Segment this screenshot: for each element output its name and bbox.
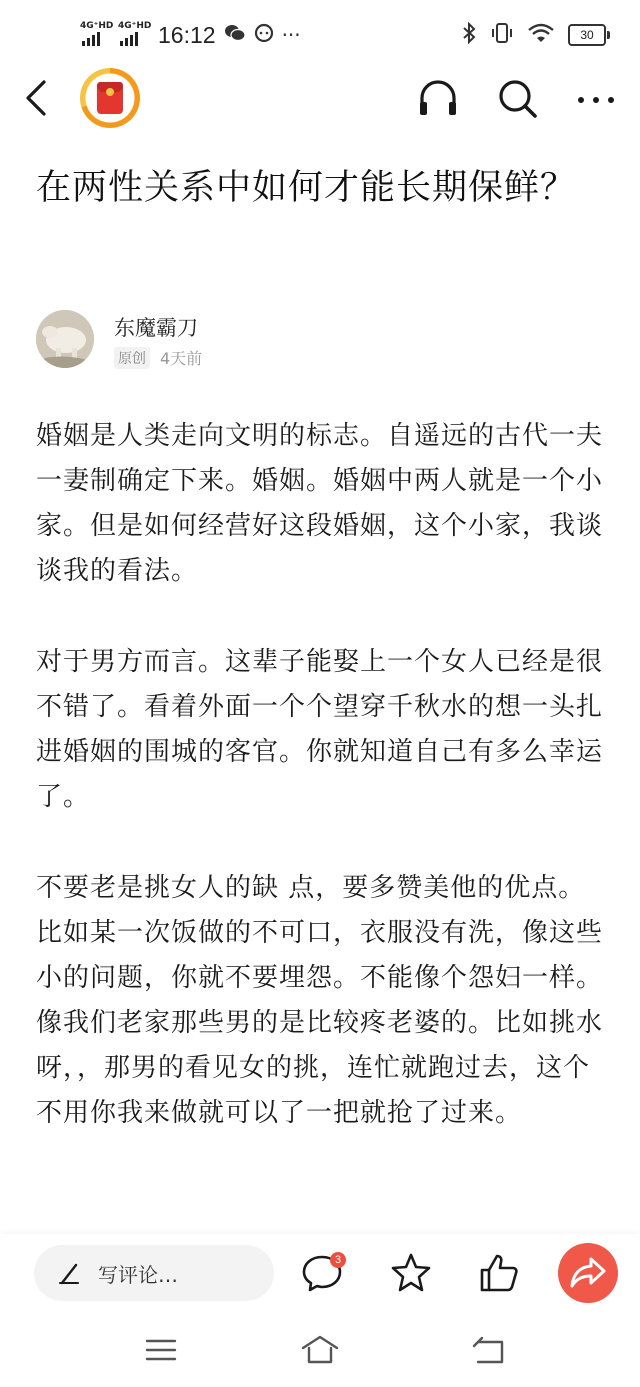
paragraph: 不要老是挑女人的缺 点，要多赞美他的优点。比如某一次饭做的不可口，衣服没有洗，像这些小的问题，你就不要埋怨。不能像个怨妇一样。像我们老家那些男的是比较疼老婆的。比如挑水呀，，那男的看见女的挑，连忙就跑过去，这个不用你我来做就可以了一把就抢了过来。 [36, 873, 604, 1128]
favorite-button[interactable] [389, 1251, 433, 1295]
like-icon [477, 1251, 521, 1295]
paragraph: 对于男方而言。这辈子能娶上一个女人已经是很不错了。看着外面一个个望穿千秋水的想一头扎进婚姻的围城的客官。你就知道自己有多么幸运了。 [36, 647, 604, 812]
menu-icon [141, 1332, 181, 1368]
more-icon [572, 74, 620, 122]
comment-count-badge: 3 [330, 1252, 346, 1268]
edit-icon [58, 1261, 82, 1285]
headphones-icon [414, 74, 462, 122]
comment-input[interactable] [34, 1245, 274, 1301]
signal-icon [80, 21, 114, 48]
red-packet-logo[interactable] [80, 68, 140, 128]
share-button[interactable] [558, 1243, 618, 1303]
listen-button[interactable] [414, 74, 462, 122]
chat-bubble-icon [254, 23, 274, 48]
article-body [36, 414, 608, 1234]
paragraph: 婚姻是人类走向文明的标志。自遥远的古代一夫一妻制确定下来。婚姻。婚姻中两人就是一个小家。但是如何经营好这段婚姻，这个小家，我谈谈我的看法。 [36, 421, 604, 586]
signal-tag-2: 4G⁺HD [118, 21, 152, 31]
signal-tag: 4G⁺HD [80, 21, 114, 31]
avatar[interactable] [36, 310, 94, 368]
status-left [80, 18, 301, 52]
status-bar [0, 0, 640, 64]
search-button[interactable] [493, 74, 541, 122]
top-nav [0, 64, 640, 132]
system-nav-bar [0, 1312, 640, 1387]
clock: 16:12 [158, 21, 216, 48]
star-icon [389, 1251, 433, 1295]
author-name[interactable]: 东魔霸刀 [114, 316, 198, 340]
battery-indicator: 30 [568, 24, 606, 46]
menu-button[interactable] [141, 1332, 181, 1368]
system-back-button[interactable] [468, 1332, 508, 1368]
original-badge: 原创 [114, 347, 150, 369]
wechat-icon [224, 23, 246, 48]
comment-placeholder: 写评论… [98, 1263, 178, 1287]
like-button[interactable] [477, 1251, 521, 1295]
home-icon [300, 1332, 340, 1368]
publish-time: 4天前 [160, 349, 203, 368]
home-button[interactable] [300, 1332, 340, 1368]
vibrate-icon [490, 22, 514, 48]
share-icon [558, 1243, 618, 1303]
back-icon [468, 1332, 508, 1368]
wifi-icon [528, 23, 554, 47]
action-bar [0, 1234, 640, 1312]
author-meta [114, 346, 202, 369]
more-button[interactable] [572, 74, 620, 122]
search-icon [493, 74, 541, 122]
status-right [462, 20, 606, 50]
bluetooth-icon [462, 22, 476, 48]
chevron-left-icon [18, 74, 58, 122]
red-packet-icon [97, 82, 123, 114]
back-button[interactable] [18, 74, 58, 122]
more-notifications: ··· [281, 23, 301, 47]
signal-icon-2 [118, 21, 152, 48]
article-title: 在两性关系中如何才能长期保鲜？ [36, 168, 577, 208]
